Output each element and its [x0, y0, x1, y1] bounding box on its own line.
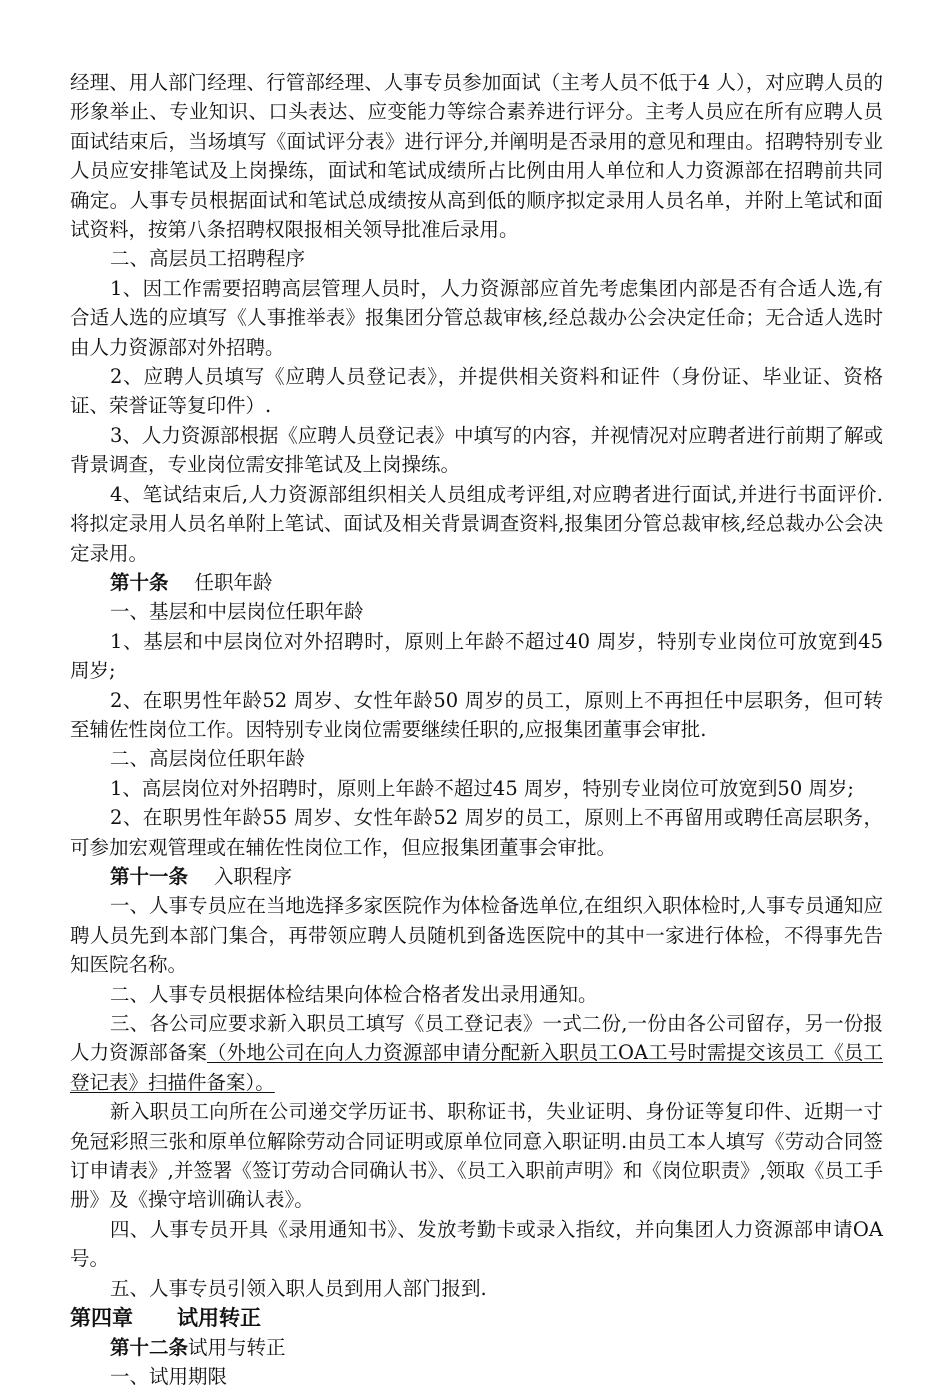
- onboarding-3-text: 三、各公司应要求新入职员工填写《员工登记表》一式二份,一份由各公司留存，另一份报人力资源部备案: [70, 1012, 883, 1065]
- section-heading-probation-period: 一、试用期限: [110, 1365, 228, 1389]
- paragraph-junior-age-2: 2、在职男性年龄52 周岁、女性年龄50 周岁的员工，原则上不再担任中层职务，但可转至辅佐性岗位工作。因特别专业岗位需要继续任职的,应报集团董事会审批.: [70, 688, 883, 741]
- article-12-heading: [70, 1333, 883, 1362]
- chapter-4-heading: [70, 1303, 883, 1333]
- article-10-number: 第十条: [110, 570, 169, 594]
- article-12-number: 第十二条: [110, 1336, 189, 1360]
- chapter-number: 第四章: [70, 1306, 133, 1331]
- section-heading-junior-age: 一、基层和中层岗位任职年龄: [110, 600, 364, 624]
- paragraph-onboarding-5: 五、人事专员引领入职人员到用人部门报到.: [110, 1276, 487, 1300]
- paragraph-senior-step-2: 2、应聘人员填写《应聘人员登记表》，并提供相关资料和证件（身份证、毕业证、资格证、荣誉证等复印件）.: [70, 365, 883, 418]
- paragraph-senior-step-3: 3、人力资源部根据《应聘人员登记表》中填写的内容，并视情况对应聘者进行前期了解或背景调查，专业岗位需安排笔试及上岗操练。: [70, 423, 883, 477]
- paragraph-onboarding-documents: 新入职员工向所在公司递交学历证书、职称证书，失业证明、身份证等复印件、近期一寸免冠彩照三张和原单位解除劳动合同证明或原单位同意入职证明.由员工本人填写《劳动合同签订申请表》,并签署《签订劳动合同确认书》、《员工入职前声明》和《岗位职责》,领取《员工手册》及《操守培训确认表》。: [70, 1100, 883, 1212]
- article-12-title: 试用与转正: [188, 1336, 286, 1360]
- paragraph-senior-step-4: 4、笔试结束后,人力资源部组织相关人员组成考评组,对应聘者进行面试,并进行书面评价.将拟定录用人员名单附上笔试、面试及相关背景调查资料,报集团分管总裁审核,经总裁办公会决定录用。: [70, 482, 883, 565]
- article-11-title: 入职程序: [214, 864, 293, 888]
- section-heading-senior-age: 二、高层岗位任职年龄: [110, 747, 306, 771]
- article-11-heading: [70, 862, 883, 891]
- paragraph-onboarding-3: [70, 1009, 883, 1097]
- paragraph-onboarding-2: 二、人事专员根据体检结果向体检合格者发出录用通知。: [110, 982, 598, 1006]
- onboarding-3-underlined-note: （外地公司在向人力资源部申请分配新入职员工OA工号时需提交该员工《员工登记表》扫描件备案）。: [70, 1041, 883, 1094]
- paragraph-onboarding-4: 四、人事专员开具《录用通知书》、发放考勤卡或录入指纹，并向集团人力资源部申请OA号。: [70, 1217, 883, 1271]
- article-10-heading: [70, 568, 883, 597]
- paragraph-senior-step-1: 1、因工作需要招聘高层管理人员时，人力资源部应首先考虑集团内部是否有合适人选,有合适人选的应填写《人事推举表》报集团分管总裁审核,经总裁办公会决定任命；无合适人选时由人力资源部对外招聘。: [70, 276, 883, 359]
- article-11-number: 第十一条: [110, 864, 189, 888]
- paragraph-senior-age-2: 2、在职男性年龄55 周岁、女性年龄52 周岁的员工，原则上不再留用或聘任高层职务，可参加宏观管理或在辅佐性岗位工作，但应报集团董事会审批。: [70, 806, 883, 859]
- chapter-title: 试用转正: [177, 1306, 261, 1331]
- paragraph-junior-age-1: 1、基层和中层岗位对外招聘时，原则上年龄不超过40 周岁，特别专业岗位可放宽到45 周岁;: [70, 629, 883, 683]
- paragraph-interview-scoring: 经理、用人部门经理、行管部经理、人事专员参加面试（主考人员不低于4 人），对应聘人员的形象举止、专业知识、口头表达、应变能力等综合素养进行评分。主考人员应在所有应聘人员面试结束后，当场填写《面试评分表》进行评分,并阐明是否录用的意见和理由。招聘特别专业人员应安排笔试及上岗操练，面试和笔试成绩所占比例由用人单位和人力资源部在招聘前共同确定。人事专员根据面试和笔试总成绩按从高到低的顺序拟定录用人员名单，并附上笔试和面试资料，按第八条招聘权限报相关领导批准后录用。: [70, 71, 883, 242]
- paragraph-senior-age-1: 1、高层岗位对外招聘时，原则上年龄不超过45 周岁，特别专业岗位可放宽到50 周岁;: [110, 776, 854, 800]
- section-heading-senior-recruitment: 二、高层员工招聘程序: [110, 247, 306, 271]
- article-10-title: 任职年龄: [194, 570, 273, 594]
- paragraph-onboarding-1: 一、人事专员应在当地选择多家医院作为体检备选单位,在组织入职体检时,人事专员通知应聘人员先到本部门集合，再带领应聘人员随机到备选医院中的其中一家进行体检，不得事先告知医院名称。: [70, 894, 883, 977]
- document-body: [70, 68, 883, 1392]
